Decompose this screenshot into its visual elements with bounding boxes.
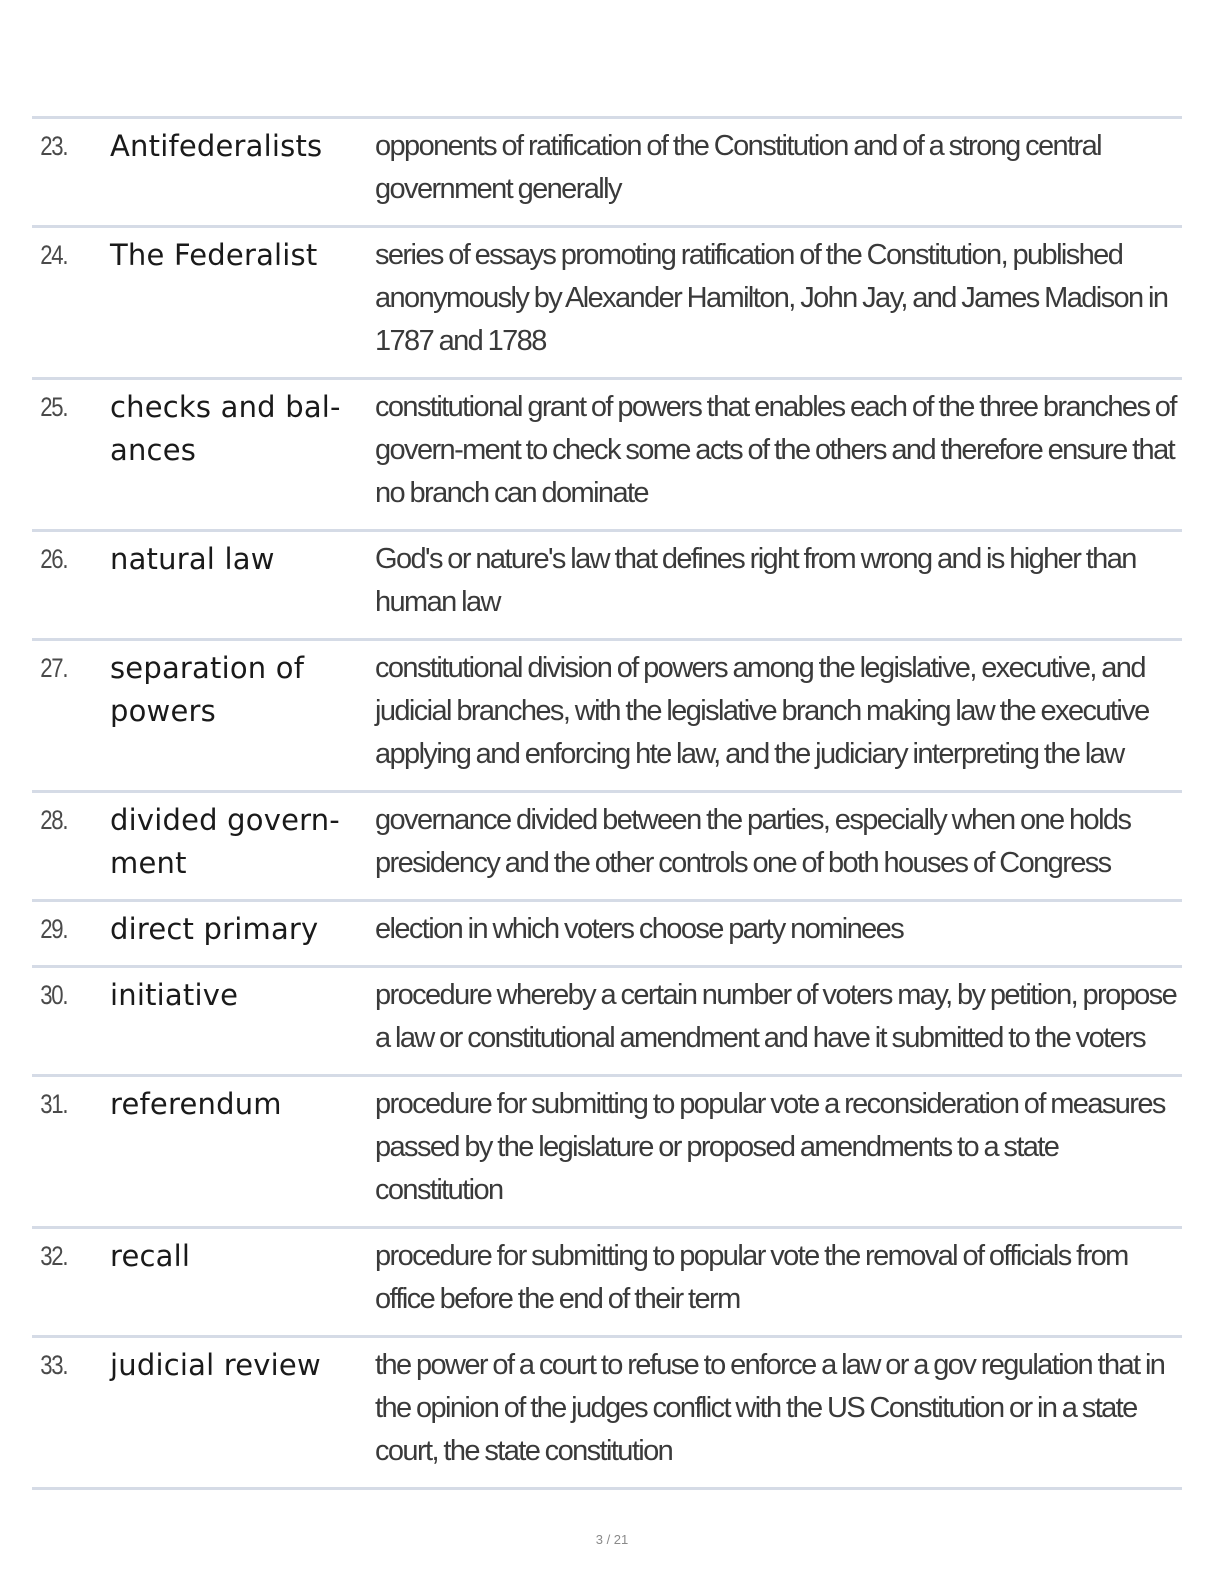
item-definition: procedure for submitting to popular vote a reconsideration of measures passed by the legislature or proposed amendments to a state constitution bbox=[375, 1088, 1165, 1206]
item-number: 28. bbox=[40, 805, 68, 835]
item-term: referendum bbox=[110, 1087, 282, 1121]
list-item bbox=[32, 793, 1182, 902]
item-number: 32. bbox=[40, 1241, 68, 1271]
list-item bbox=[32, 119, 1182, 228]
item-term: direct primary bbox=[110, 912, 319, 946]
item-definition: election in which voters choose party nominees bbox=[375, 913, 904, 945]
item-definition: constitutional grant of powers that enables each of the three branches of govern-ment to check some acts of the others and therefore ensure that no branch can dominate bbox=[375, 391, 1176, 509]
list-item bbox=[32, 968, 1182, 1077]
item-number: 33. bbox=[40, 1350, 68, 1380]
item-definition: God's or nature's law that defines right from wrong and is higher than human law bbox=[375, 543, 1136, 618]
item-number: 30. bbox=[40, 980, 68, 1010]
list-item bbox=[32, 1077, 1182, 1229]
item-term: separation of powers bbox=[110, 651, 305, 728]
item-number: 23. bbox=[40, 131, 68, 161]
item-definition: series of essays promoting ratification of the Constitution, published anonymously by Alexander Hamilton, John Jay, and James Madison in 1787 and 1788 bbox=[375, 239, 1168, 357]
item-definition: procedure whereby a certain number of voters may, by petition, propose a law or constitutional amendment and have it submitted to the voters bbox=[375, 979, 1177, 1054]
item-number: 29. bbox=[40, 914, 68, 944]
item-definition: procedure for submitting to popular vote the removal of officials from office before the end of their term bbox=[375, 1240, 1128, 1315]
item-definition: the power of a court to refuse to enforce a law or a gov regulation that in the opinion of the judges conflict with the US Constitution or in a state court, the state constitution bbox=[375, 1349, 1165, 1467]
item-definition: governance divided between the parties, especially when one holds presidency and the other controls one of both houses of Congress bbox=[375, 804, 1131, 879]
list-item bbox=[32, 641, 1182, 793]
item-term: natural law bbox=[110, 542, 275, 576]
item-number: 27. bbox=[40, 653, 68, 683]
item-term: recall bbox=[110, 1239, 191, 1273]
list-item bbox=[32, 380, 1182, 532]
item-term: judicial review bbox=[110, 1348, 321, 1382]
item-number: 26. bbox=[40, 544, 68, 574]
item-term: Antifederalists bbox=[110, 129, 323, 163]
item-term: checks and bal-ances bbox=[110, 390, 341, 467]
list-item bbox=[32, 902, 1182, 968]
list-item bbox=[32, 1338, 1182, 1490]
list-item bbox=[32, 228, 1182, 380]
page-indicator: 3 / 21 bbox=[595, 1532, 629, 1547]
list-item bbox=[32, 532, 1182, 641]
item-number: 25. bbox=[40, 392, 68, 422]
item-term: The Federalist bbox=[110, 238, 318, 272]
item-term: divided govern-ment bbox=[110, 803, 340, 880]
item-number: 24. bbox=[40, 240, 68, 270]
item-number: 31. bbox=[40, 1089, 68, 1119]
item-definition: opponents of ratification of the Constitution and of a strong central government generally bbox=[375, 130, 1101, 205]
item-definition: constitutional division of powers among the legislative, executive, and judicial branches, with the legislative branch making law the executive applying and enforcing hte law, and the judiciary interpreting the law bbox=[375, 652, 1149, 770]
list-item bbox=[32, 1229, 1182, 1338]
item-term: initiative bbox=[110, 978, 239, 1012]
flashcard-list bbox=[32, 116, 1182, 1490]
